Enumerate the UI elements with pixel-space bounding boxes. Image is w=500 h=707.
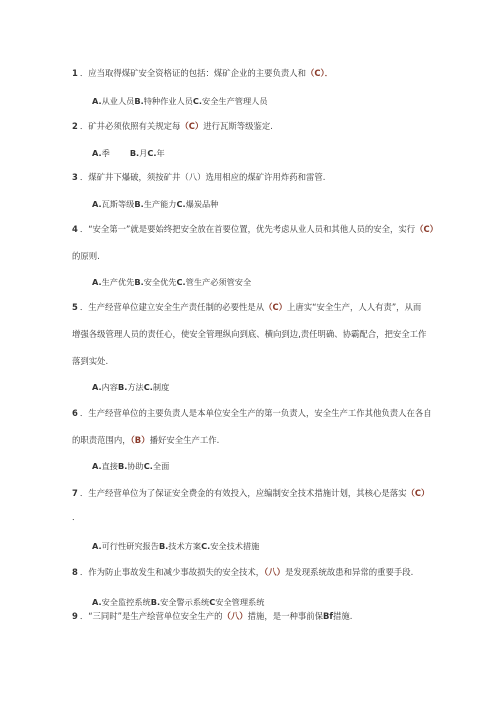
question-number: 9 (72, 611, 78, 621)
question-text: 上唐实“安全生产，人人有责”，从而 (286, 302, 422, 312)
question-text: ．“三同时”是生产绘营单位安全生产的 (79, 611, 223, 621)
option-text: 制度 (152, 382, 170, 392)
option-letter: B. (150, 597, 161, 607)
option-text: 直接 (101, 461, 118, 471)
option-text: 从业人员 (101, 96, 135, 106)
options-6 (92, 461, 169, 472)
question-number: 7 (72, 488, 78, 498)
option-letter: C. (143, 461, 153, 471)
answer-mark: （B） (130, 435, 150, 445)
option-letter: A. (92, 597, 102, 607)
option-letter: A. (92, 541, 102, 551)
answer-mark: （C） (305, 68, 325, 78)
answer-mark: （C） (406, 488, 430, 498)
question-4 (72, 224, 438, 235)
question-text: ．“安全第一”就是要始终把安全放在首要位置，优先考虑从业人员和其他人员的安全，实行 (79, 224, 416, 234)
option-text: 瓦斯等级 (101, 199, 135, 209)
answer-mark: （C） (415, 224, 439, 234)
question-number: 5 (72, 302, 78, 312)
question-8 (72, 567, 413, 578)
option-text: 安全警示系统 (160, 597, 210, 607)
answer-mark: （C） (180, 121, 204, 131)
option-text: 技术方案 (168, 541, 202, 551)
option-text: 特种作业人员 (143, 96, 193, 106)
question-4-continued: 的原则. (72, 251, 100, 261)
option-text: 安全监控系统 (101, 597, 151, 607)
question-6-line-2 (72, 435, 219, 446)
question-text: 措施. (333, 611, 353, 621)
option-letter: A. (92, 148, 102, 158)
option-letter: C. (147, 148, 157, 158)
option-text: 安全技术措施 (210, 541, 260, 551)
option-letter: C (209, 597, 216, 607)
answer-mark: （八） (222, 611, 248, 621)
option-letter: B. (134, 96, 144, 106)
option-text: 管生产必须管安全 (185, 277, 252, 287)
option-letter: B. (134, 277, 144, 287)
question-5 (72, 302, 421, 313)
option-text: 生产优先 (101, 277, 135, 287)
options-5 (92, 382, 169, 393)
option-letter: B. (158, 541, 169, 551)
option-text: 爆炭品种 (185, 199, 219, 209)
options-1 (92, 96, 268, 107)
question-text: 是发现系统故患和异常的重要手段. (285, 567, 414, 577)
option-text: 年 (156, 148, 165, 158)
question-text: ．生产经营单位建立安全生产责任制的必要性是从 (79, 302, 265, 312)
options-8 (92, 597, 264, 608)
question-text: ．煤矿井下爆破，须按矿井（八）选用相应的煤矿许用炸药和雷管. (79, 172, 326, 182)
options-4 (92, 277, 251, 288)
question-text: ．生产经营单位为了保证安全费金的有效投入，应编制安全技术措施计划，其核心是落实 (79, 488, 407, 498)
option-letter: C. (143, 382, 153, 392)
option-letter: B. (118, 461, 128, 471)
option-letter: B. (118, 382, 128, 392)
question-text: ．应当取得煤矿安全资格证的包括：煤矿企业的主要负责人和 (79, 68, 306, 78)
options-3 (92, 199, 218, 210)
option-text: 方法 (127, 382, 144, 392)
answer-mark: （八） (264, 567, 286, 577)
question-6 (72, 408, 432, 419)
option-text: 安全生产管理人员 (202, 96, 268, 106)
question-text: ．作为防止事故发生和减少事故损失的安全技术， (79, 567, 265, 577)
question-tail: 进行瓦斯等级鉴定. (203, 121, 273, 131)
option-letter: A. (92, 461, 102, 471)
option-letter: A. (92, 382, 102, 392)
question-7-continued: ． (72, 512, 81, 522)
question-text: ．矿井必须依照有关规定每 (79, 121, 181, 131)
option-letter: A. (92, 199, 102, 209)
options-7 (92, 541, 259, 552)
option-text: 季 (101, 148, 110, 158)
option-letter: B. (129, 148, 140, 158)
option-letter: C. (176, 199, 186, 209)
option-letter: C. (192, 96, 202, 106)
question-9 (72, 611, 352, 622)
option-text: 安全优先 (143, 277, 177, 287)
option-letter: A. (92, 277, 102, 287)
question-3 (72, 172, 325, 183)
answer-mark: （C） (264, 302, 287, 312)
question-text: 播好安全生产工作. (149, 435, 220, 445)
option-text: 生产能力 (143, 199, 177, 209)
option-letter: B. (134, 199, 144, 209)
question-text: 的职责范围内， (72, 435, 131, 445)
question-text: ．生产经营单位的主要负责人是本单位安全生产的第一负责人，安全生产工作其他负责人在各自 (79, 408, 432, 418)
options-2 (92, 148, 165, 159)
option-text: 安全管理系统 (215, 597, 265, 607)
question-5-line-2: 增强各级管理人员的责任心，使安全管理纵向到底、横向到边,责任明确、协霸配合，把安全工作 (72, 329, 427, 339)
option-text: 内容 (101, 382, 118, 392)
option-letter: C. (201, 541, 211, 551)
option-text: 可行性研究报告 (101, 541, 159, 551)
option-letter: C. (176, 277, 186, 287)
question-tail: ． (324, 68, 334, 78)
option-letter: A. (92, 96, 102, 106)
question-2 (72, 121, 273, 132)
question-1 (72, 68, 333, 79)
question-number: 8 (72, 567, 78, 577)
option-text: 月 (139, 148, 148, 158)
question-5-line-3: 落到实处. (72, 356, 109, 366)
option-text: 协助 (127, 461, 144, 471)
garbled-text: Bf (323, 611, 334, 621)
question-7 (72, 488, 429, 499)
question-number: 6 (72, 408, 78, 418)
question-number: 3 (72, 172, 78, 182)
question-text: 措施，是一种事前保 (247, 611, 324, 621)
question-number: 2 (72, 121, 78, 131)
option-text: 全面 (152, 461, 170, 471)
question-number: 4 (72, 224, 78, 234)
question-number: 1 (72, 68, 78, 78)
